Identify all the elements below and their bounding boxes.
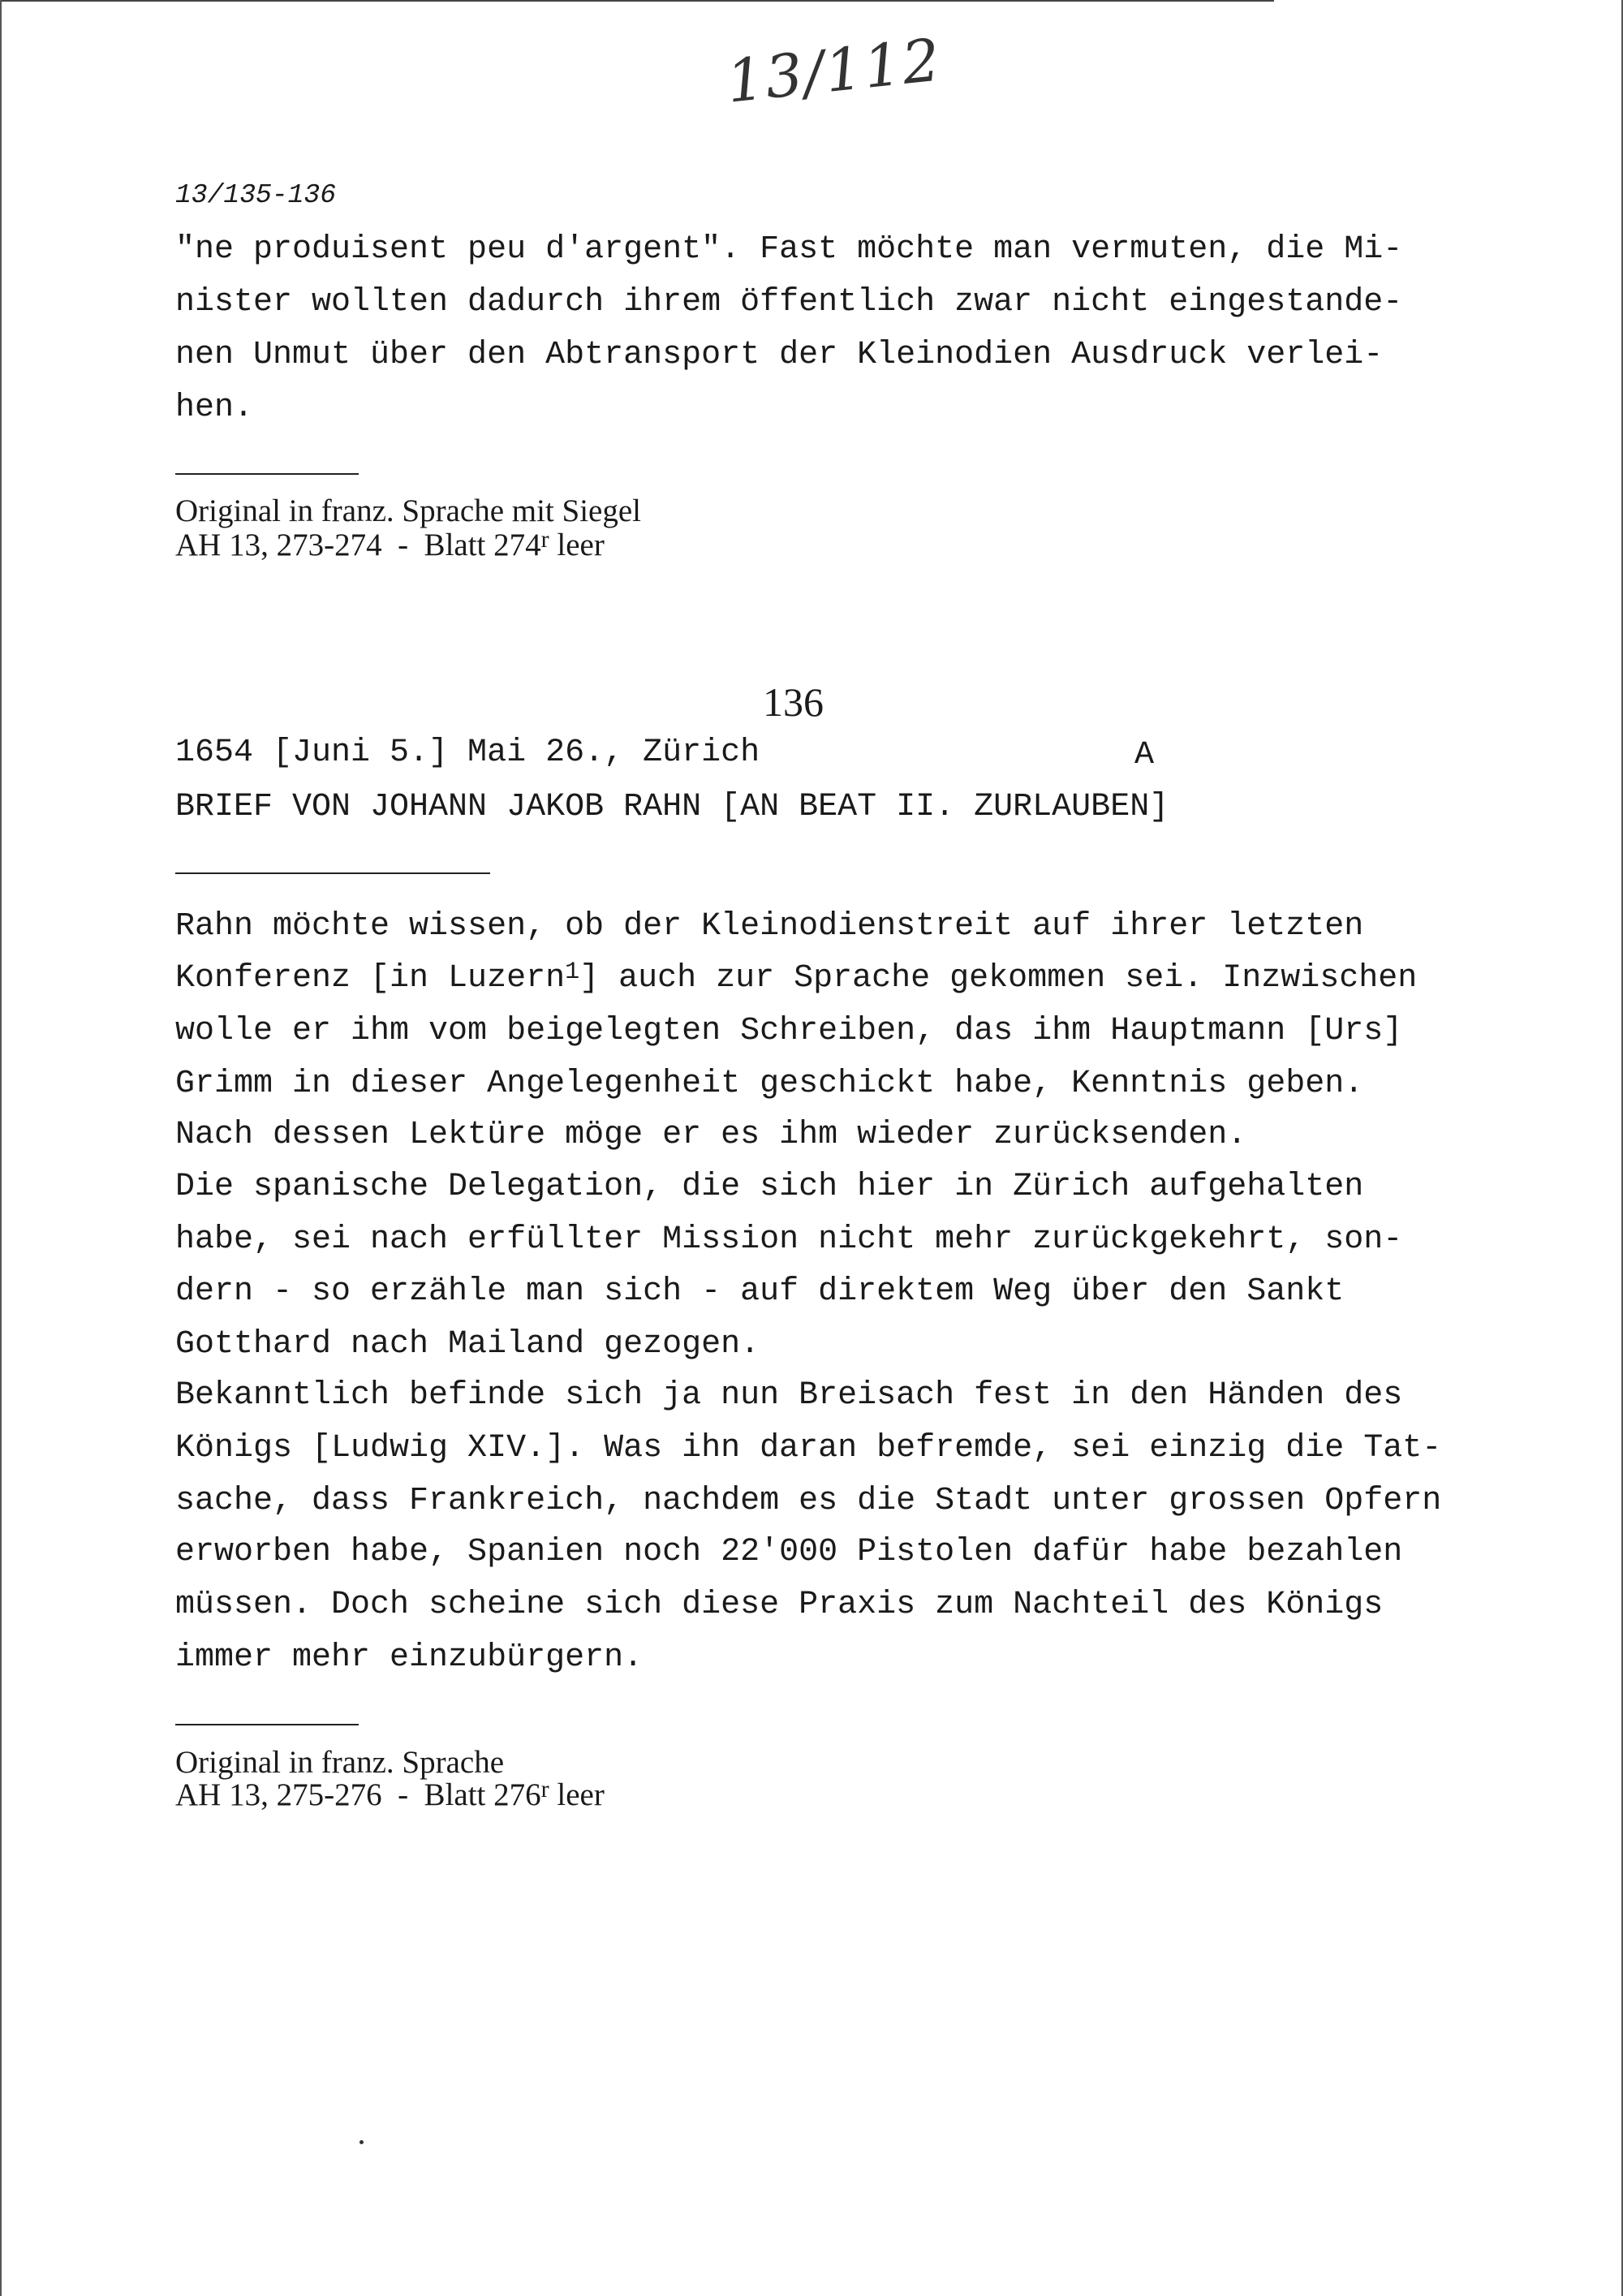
- body-line-11: Königs [Ludwig XIV.]. Was ihn daran befremde, sei einzig die Tat-: [175, 1430, 1442, 1467]
- note1-line-2-prefix: AH 13, 273-274 - Blatt 274: [175, 528, 541, 562]
- note2-line-2-prefix: AH 13, 275-276 - Blatt 276: [175, 1777, 541, 1812]
- body-line-3: wolle er ihm vom beigelegten Schreiben, das ihm Hauptmann [Urs]: [175, 1013, 1403, 1049]
- document-title: BRIEF VON JOHANN JAKOB RAHN [AN BEAT II. ZURLAUBEN]: [175, 789, 1169, 825]
- body-line-2-prefix: Konferenz [in Luzern: [175, 960, 566, 997]
- body-line-15: immer mehr einzubürgern.: [175, 1639, 644, 1676]
- footnote-rule-1: [175, 473, 359, 475]
- note2-line-1: Original in franz. Sprache: [175, 1745, 505, 1780]
- page-border-top: [0, 0, 1274, 2]
- document-letter-type: A: [1134, 737, 1155, 773]
- note1-line-2: [175, 526, 605, 562]
- page-border-left: [0, 0, 2, 2296]
- body-line-6: Die spanische Delegation, die sich hier in Zürich aufgehalten: [175, 1169, 1364, 1205]
- body-line-13: erworben habe, Spanien noch 22'000 Pistolen dafür habe bezahlen: [175, 1534, 1403, 1570]
- body-line-1: Rahn möchte wissen, ob der Kleinodienstreit auf ihrer letzten: [175, 908, 1364, 945]
- body-footnote-marker: 1: [565, 958, 580, 986]
- body-line-14: müssen. Doch scheine sich diese Praxis zum Nachteil des Königs: [175, 1587, 1384, 1623]
- continuation-reference: 13/135-136: [175, 180, 337, 210]
- document-number: 136: [763, 679, 824, 725]
- body-line-7: habe, sei nach erfüllter Mission nicht mehr zurückgekehrt, son-: [175, 1221, 1403, 1258]
- stray-dot: [359, 2140, 364, 2144]
- note2-line-2: [175, 1776, 605, 1812]
- note1-line-1: Original in franz. Sprache mit Siegel: [175, 493, 641, 528]
- continuation-line-2: nister wollten dadurch ihrem öffentlich zwar nicht eingestande-: [175, 284, 1403, 321]
- note2-line-2-suffix: leer: [549, 1777, 605, 1812]
- title-rule: [175, 872, 490, 874]
- continuation-line-3: nen Unmut über den Abtransport der Kleinodien Ausdruck verlei-: [175, 337, 1384, 373]
- continuation-line-4: hen.: [175, 390, 254, 426]
- note2-superscript: r: [540, 1776, 549, 1803]
- body-line-10: Bekanntlich befinde sich ja nun Breisach fest in den Händen des: [175, 1377, 1403, 1414]
- body-line-12: sache, dass Frankreich, nachdem es die Stadt unter grossen Opfern: [175, 1483, 1442, 1519]
- body-line-8: dern - so erzähle man sich - auf direktem Weg über den Sankt: [175, 1273, 1345, 1310]
- body-line-2: [175, 958, 1418, 997]
- body-line-4: Grimm in dieser Angelegenheit geschickt habe, Kenntnis geben.: [175, 1066, 1364, 1102]
- body-line-5: Nach dessen Lektüre möge er es ihm wieder zurücksenden.: [175, 1117, 1247, 1153]
- footnote-rule-2: [175, 1724, 359, 1725]
- body-line-2-suffix: ] auch zur Sprache gekommen sei. Inzwischen: [579, 960, 1418, 997]
- handwritten-folio-number: 13/112: [723, 25, 945, 116]
- note1-line-2-suffix: leer: [549, 528, 605, 562]
- note1-superscript: r: [540, 526, 549, 553]
- document-date-place: 1654 [Juni 5.] Mai 26., Zürich: [175, 734, 760, 771]
- continuation-line-1: "ne produisent peu d'argent". Fast möchte man vermuten, die Mi-: [175, 231, 1403, 268]
- body-line-9: Gotthard nach Mailand gezogen.: [175, 1326, 760, 1363]
